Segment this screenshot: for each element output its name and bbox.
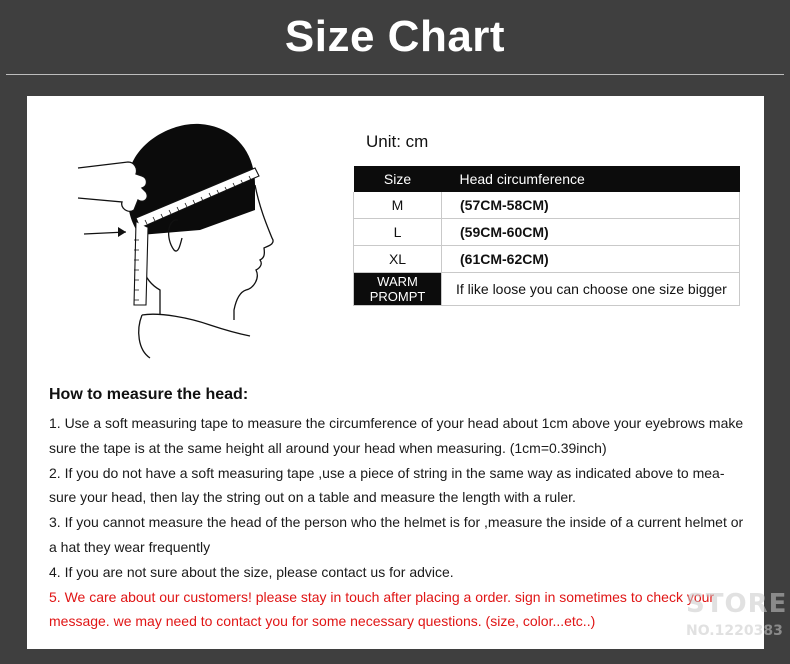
- watermark-line2: NO.1220383: [686, 623, 783, 639]
- customer-care-note: 5. We care about our customers! please stay in touch after placing a order. sign in sometimes to check your message. we may need to contact you for some necessary questions. (size, color...etc..): [49, 588, 715, 629]
- table-row: [354, 246, 740, 273]
- measuring-tape-end: [134, 222, 148, 305]
- hand: [78, 162, 147, 211]
- instruction-step: 1. Use a soft measuring tape to measure the circumference of your head about 1cm above your eyebrows make sure the tape is at the same height all around your head when measuring. (1cm=0.39inch): [49, 415, 744, 456]
- instruction-step: 4. If you are not sure about the size, please contact us for advice.: [49, 563, 454, 580]
- size-column-header: Size: [354, 166, 442, 192]
- page-title: Size Chart: [284, 12, 506, 61]
- size-table-header: [354, 166, 740, 192]
- instruction-step: 3. If you cannot measure the head of the person who the helmet is for ,measure the inside of a current helmet or a hat they wear frequently: [49, 514, 744, 555]
- instructions-heading: How to measure the head:: [49, 386, 249, 403]
- size-cell: L: [354, 219, 442, 246]
- size-cell: M: [354, 192, 442, 219]
- pointer-arrow-head: [118, 227, 126, 237]
- size-cell: XL: [354, 246, 442, 273]
- table-row: [354, 192, 740, 219]
- head-shoulders: [139, 314, 250, 358]
- circumference-cell: (59CM-60CM): [442, 219, 740, 246]
- warm-prompt-label: WARM PROMPT: [354, 273, 442, 306]
- circumference-cell: (57CM-58CM): [442, 192, 740, 219]
- warm-prompt-row: [354, 273, 740, 306]
- unit-label: Unit: cm: [366, 132, 429, 151]
- warm-prompt-text: If like loose you can choose one size bigger: [442, 273, 740, 306]
- instructions-list: [49, 411, 749, 634]
- watermark-line1: STORE: [686, 589, 788, 619]
- instruction-step: 2. If you do not have a soft measuring tape ,use a piece of string in the same way as indicated above to mea-sure your head, then lay the string out on a table and measure the length with a ruler.: [49, 464, 725, 505]
- head-measurement-illustration: [50, 110, 290, 360]
- title-divider: [6, 74, 784, 75]
- circumference-column-header: Head circumference: [442, 166, 740, 192]
- circumference-cell: (61CM-62CM): [442, 246, 740, 273]
- store-watermark: [676, 587, 788, 653]
- size-table: [353, 166, 740, 306]
- table-row: [354, 219, 740, 246]
